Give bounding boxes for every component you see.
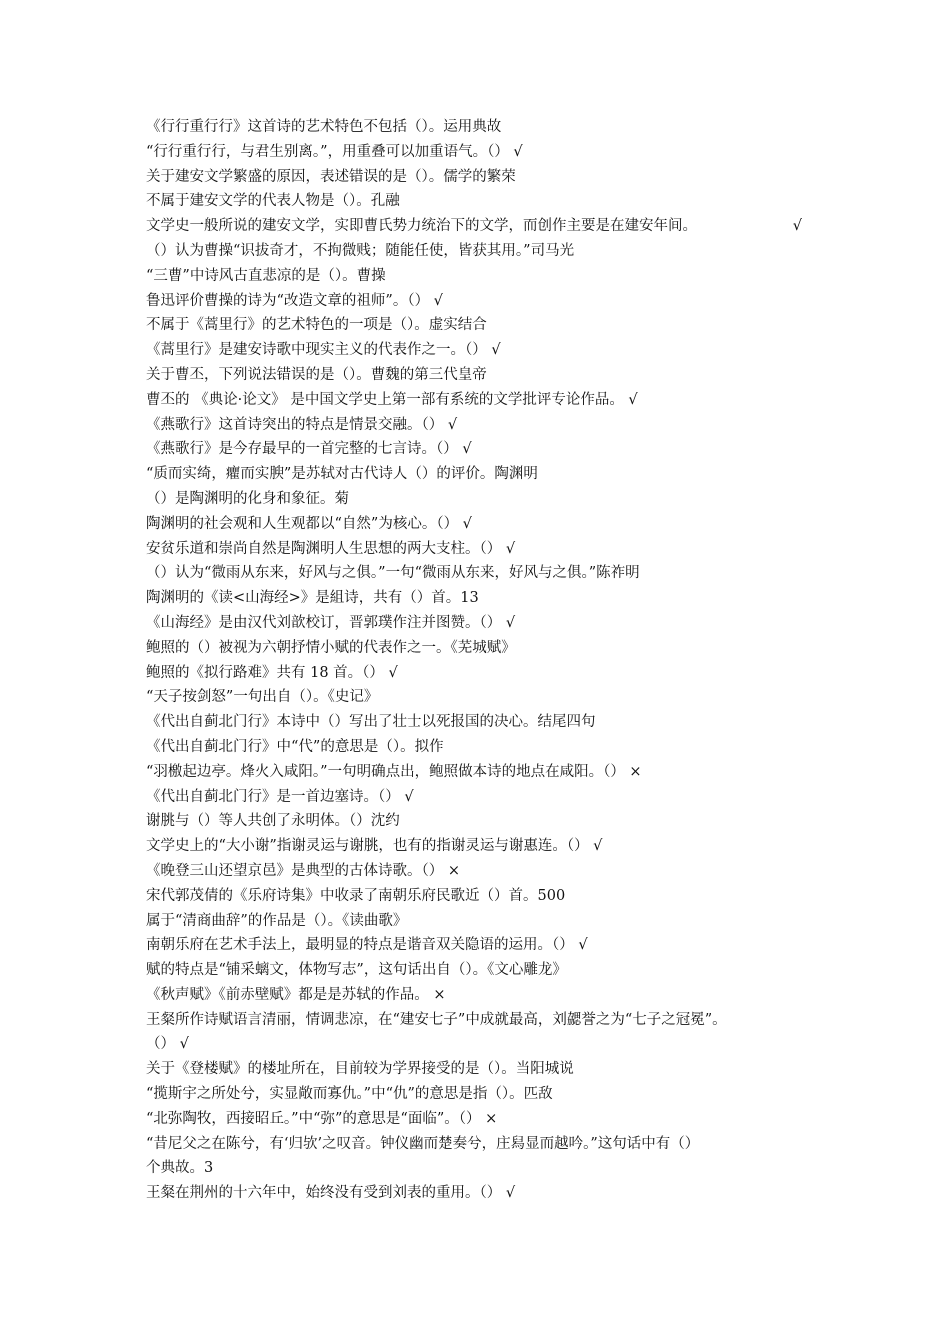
text-line: 《行行重行行》这首诗的艺术特色不包括（）。运用典故 xyxy=(146,119,502,135)
text-line-body: 文学史一般所说的建安文学，实即曹氏势力统治下的文学，而创作主要是在建安年间。 xyxy=(146,218,697,235)
text-line: 宋代郭茂倩的《乐府诗集》中收录了南朝乐府民歌近（）首。500 xyxy=(146,887,566,904)
text-line: 《代出自蓟北门行》是一首边塞诗。（） √ xyxy=(146,788,414,805)
text-line: 关于《登楼赋》的楼址所在，目前较为学界接受的是（）。当阳城说 xyxy=(146,1061,574,1078)
text-line: 陶渊明的《读<山海经>》是組诗，共有（）首。13 xyxy=(146,590,479,607)
text-line: 谢朓与（）等人共创了永明体。（）沈约 xyxy=(146,813,400,830)
text-line xyxy=(146,214,826,239)
text-line: 属于“清商曲辞”的作品是（）。《读曲歌》 xyxy=(146,912,408,929)
text-line: “北弥陶牧，西接昭丘。”中“弥”的意思是“面临”。（） × xyxy=(146,1110,498,1127)
text-line: 安贫乐道和崇尚自然是陶渊明人生思想的两大支柱。（） √ xyxy=(146,540,516,557)
text-line: 个典故。3 xyxy=(146,1160,214,1177)
text-line: 不属于建安文学的代表人物是（）。孔融 xyxy=(146,193,400,210)
text-line: 鲍照的（）被视为六朝抒情小赋的代表作之一。《芜城赋》 xyxy=(146,639,516,656)
text-line: 陶渊明的社会观和人生观都以“自然”为核心。（） √ xyxy=(146,515,472,532)
text-line: 王粲在荆州的十六年中，始终没有受到刘表的重用。（） √ xyxy=(146,1185,516,1202)
text-line: “昔尼父之在陈兮，有‘归欤’之叹音。钟仪幽而楚奏兮，庄舄显而越吟。”这句话中有（） xyxy=(146,1135,700,1152)
text-line: 赋的特点是“铺采螭文，体物写志”，这句话出自（）。《文心雕龙》 xyxy=(146,962,567,979)
text-line: 《晚登三山还望京邑》是典型的古体诗歌。（） × xyxy=(146,862,461,879)
text-line: 不属于《蒿里行》的艺术特色的一项是（）。虚实结合 xyxy=(146,317,487,334)
text-line: 《秋声赋》《前赤壁赋》都是是苏轼的作品。 × xyxy=(146,986,446,1003)
text-line: （）认为“微雨从东来，好风与之俱。”一句“微雨从东来，好风与之俱。”陈祚明 xyxy=(146,565,640,582)
check-mark: √ xyxy=(792,218,802,235)
document-body xyxy=(146,115,826,1206)
text-line: 鲍照的《拟行路难》共有 18 首。（） √ xyxy=(146,664,398,681)
text-line: “三曹”中诗风古直悲凉的是（）。曹操 xyxy=(146,267,386,284)
text-line: 《蒿里行》是建安诗歌中现实主义的代表作之一。（） √ xyxy=(146,342,501,359)
text-line: 《代出自蓟北门行》中“代”的意思是（）。拟作 xyxy=(146,738,444,755)
text-line: “羽檄起边亭。烽火入咸阳。”一句明确点出，鲍照做本诗的地点在咸阳。（） × xyxy=(146,763,642,780)
text-line: 关于曹丕，下列说法错误的是（）。曹魏的第三代皇帝 xyxy=(146,366,487,383)
text-line: 《燕歌行》是今存最早的一首完整的七言诗。（） √ xyxy=(146,441,472,458)
text-line: “揽斯宇之所处兮，实显敞而寡仇。”中“仇”的意思是指（）。匹敌 xyxy=(146,1086,553,1103)
text-line: 关于建安文学繁盛的原因，表述错误的是（）。儒学的繁荣 xyxy=(146,168,516,185)
text-line: 南朝乐府在艺术手法上，最明显的特点是谐音双关隐语的运用。（） √ xyxy=(146,937,588,954)
text-line: （）认为曹操“识拔奇才，不拘微贱；随能任使，皆获其用。”司马光 xyxy=(146,242,575,259)
text-line: 《代出自蓟北门行》本诗中（）写出了壮士以死报国的决心。结尾四句 xyxy=(146,714,596,731)
text-line: “质而实绮，癯而实腴”是苏轼对古代诗人（）的评价。陶渊明 xyxy=(146,466,538,483)
text-line: 《山海经》是由汉代刘歆校订，晋郭璞作注并图赞。（） √ xyxy=(146,614,516,631)
text-line: “行行重行行，与君生别离。”，用重叠可以加重语气。（） √ xyxy=(146,143,523,160)
text-line: 《燕歌行》这首诗突出的特点是情景交融。（） √ xyxy=(146,416,458,433)
text-line: “天子按剑怒”一句出自（）。《史记》 xyxy=(146,689,379,706)
text-line: 曹丕的 《典论·论文》 是中国文学史上第一部有系统的文学批评专论作品。 √ xyxy=(146,391,638,408)
text-line: 鲁迅评价曹操的诗为“改造文章的祖师”。（） √ xyxy=(146,292,443,309)
text-line: （） √ xyxy=(146,1036,189,1053)
text-line: 王粲所作诗赋语言清丽，情调悲凉，在“建安七子”中成就最高，刘勰誉之为“七子之冠冕”。 xyxy=(146,1011,727,1028)
text-line: （）是陶渊明的化身和象征。菊 xyxy=(146,490,349,507)
text-line: 文学史上的“大小谢”指谢灵运与谢朓，也有的指谢灵运与谢惠连。（） √ xyxy=(146,838,603,855)
